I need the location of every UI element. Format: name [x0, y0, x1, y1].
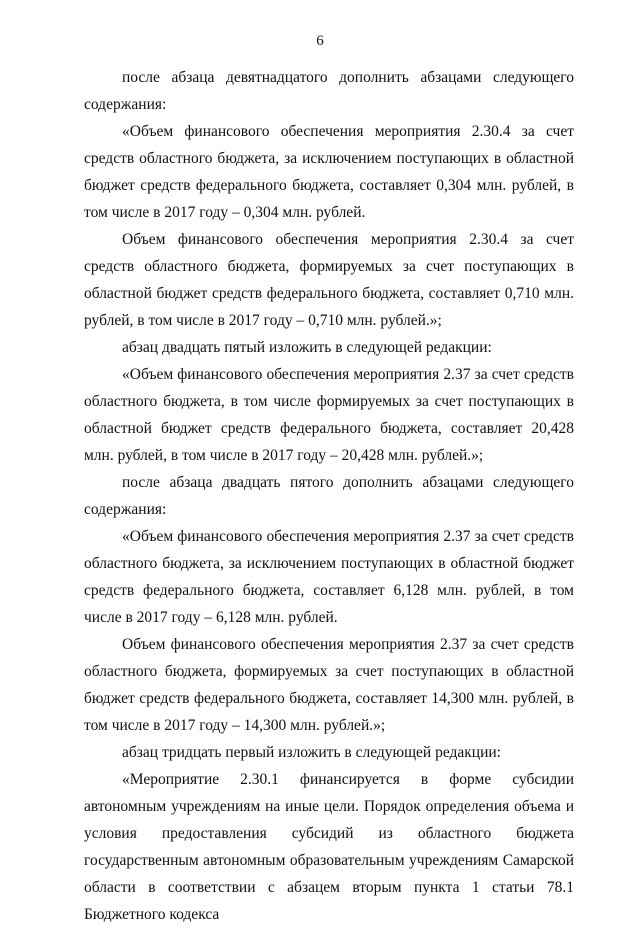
document-body — [84, 64, 574, 928]
paragraph-funding-2-37-regional: «Объем финансового обеспечения мероприятия 2.37 за счет средств областного бюджета, за исключением поступающих в областной бюджет средств федерального бюджета, составляет 6,128 млн. рублей, в том числе в 2017 году – 6,128 млн. рублей. — [84, 528, 574, 626]
paragraph-funding-2-30-4-federal: Объем финансового обеспечения мероприятия 2.30.4 за счет средств областного бюджета, формируемых за счет поступающих в областной бюджет средств федерального бюджета, составляет 0,710 млн. рублей, в том числе в 2017 году – 0,710 млн. рублей.»; — [84, 231, 574, 329]
page-number: 6 — [316, 33, 324, 49]
paragraph-amend-31: абзац тридцать первый изложить в следующей редакции: — [122, 744, 501, 761]
paragraph-insert-after-19: после абзаца девятнадцатого дополнить абзацами следующего содержания: — [84, 69, 574, 113]
paragraph-insert-after-25: после абзаца двадцать пятого дополнить абзацами следующего содержания: — [84, 474, 574, 518]
paragraph-amend-25: абзац двадцать пятый изложить в следующей редакции: — [122, 339, 492, 356]
paragraph-funding-2-37-federal: Объем финансового обеспечения мероприятия 2.37 за счет средств областного бюджета, формируемых за счет поступающих в областной бюджет средств федерального бюджета, составляет 14,300 млн. рублей, в том числе в 2017 году – 14,300 млн. рублей.»; — [84, 636, 574, 734]
paragraph-funding-2-37-total: «Объем финансового обеспечения мероприятия 2.37 за счет средств областного бюджета, в том числе формируемых за счет поступающих в областной бюджет средств федерального бюджета, составляет 20,428 млн. рублей, в том числе в 2017 году – 20,428 млн. рублей.»; — [84, 366, 574, 464]
paragraph-funding-2-30-4-regional: «Объем финансового обеспечения мероприятия 2.30.4 за счет средств областного бюджета, за исключением поступающих в областной бюджет средств федерального бюджета, составляет 0,304 млн. рублей, в том числе в 2017 году – 0,304 млн. рублей. — [84, 123, 574, 221]
paragraph-measure-2-30-1: «Мероприятие 2.30.1 финансируется в форме субсидии автономным учреждениям на иные цели. Порядок определения объема и условия предоставления субсидий из областного бюджета государственным автономным образовательным учреждениям Самарской области в соответствии с абзацем вторым пункта 1 статьи 78.1 Бюджетного кодекса — [84, 771, 574, 923]
